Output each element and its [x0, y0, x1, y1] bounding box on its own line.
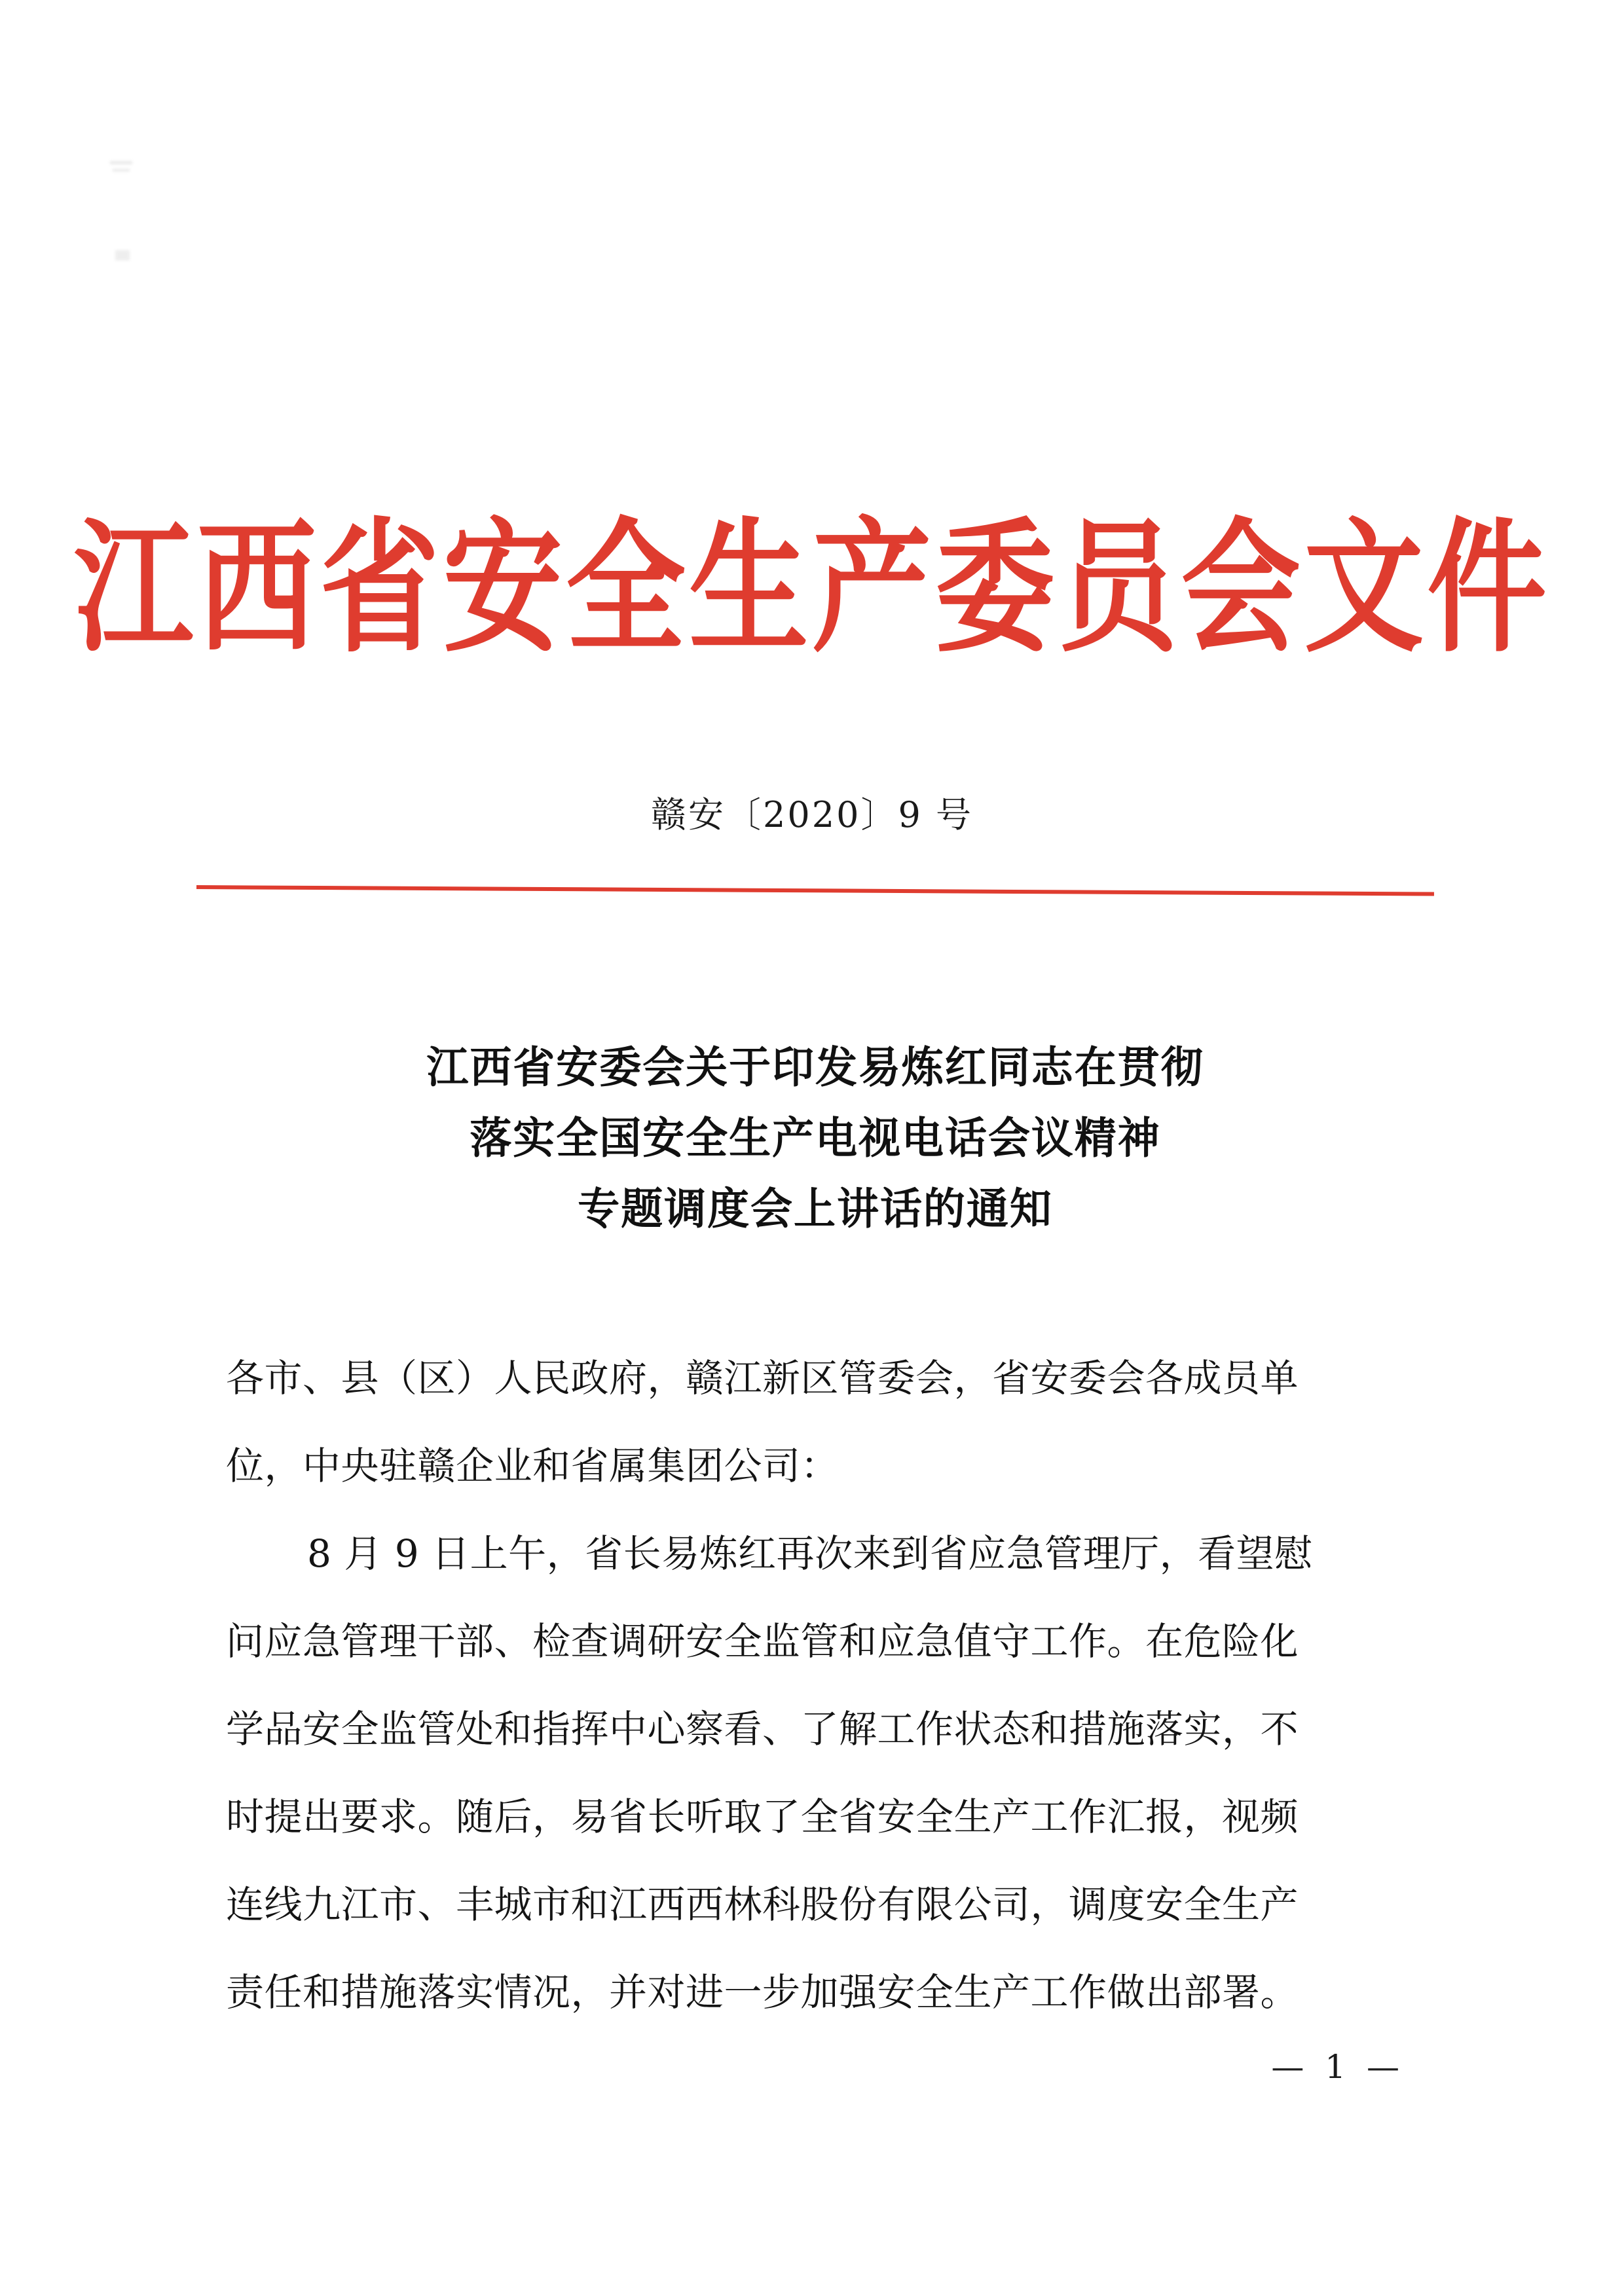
scan-smudge-icon — [113, 169, 130, 172]
addressee-line-1: 各市、县（区）人民政府，赣江新区管委会，省安委会各成员单 — [226, 1356, 1299, 1400]
page-number: — 1 — — [1271, 2048, 1405, 2086]
document-number: 赣安〔2020〕9 号 — [651, 794, 973, 835]
scan-smudge-icon — [110, 161, 132, 164]
document-body — [226, 1334, 1408, 2036]
title-line-2: 落实全国安全生产电视电话会议精神 — [470, 1112, 1161, 1163]
title-line-3: 专题调度会上讲话的通知 — [578, 1183, 1053, 1234]
body-line-4: 时提出要求。随后，易省长听取了全省安全生产工作汇报，视频 — [226, 1795, 1299, 1839]
body-line-1: 8 月 9 日上午，省长易炼红再次来到省应急管理厅，看望慰 — [307, 1531, 1313, 1576]
masthead-title: 江西省安全生产委员会文件 — [73, 503, 1551, 672]
addressee-line-2: 位，中央驻赣企业和省属集团公司： — [226, 1444, 840, 1488]
masthead — [0, 503, 1624, 672]
scan-smudge-icon — [115, 250, 130, 261]
body-line-3: 学品安全监管处和指挥中心察看、了解工作状态和措施落实，不 — [226, 1707, 1299, 1751]
body-line-6: 责任和措施落实情况，并对进一步加强安全生产工作做出部署。 — [226, 1970, 1299, 2014]
red-separator-rule — [196, 885, 1434, 896]
title-line-1: 江西省安委会关于印发易炼红同志在贯彻 — [426, 1042, 1204, 1093]
document-title — [223, 1032, 1408, 1244]
body-line-5: 连线九江市、丰城市和江西西林科股份有限公司，调度安全生产 — [226, 1882, 1299, 1927]
body-line-2: 问应急管理干部、检查调研安全监管和应急值守工作。在危险化 — [226, 1619, 1299, 1664]
